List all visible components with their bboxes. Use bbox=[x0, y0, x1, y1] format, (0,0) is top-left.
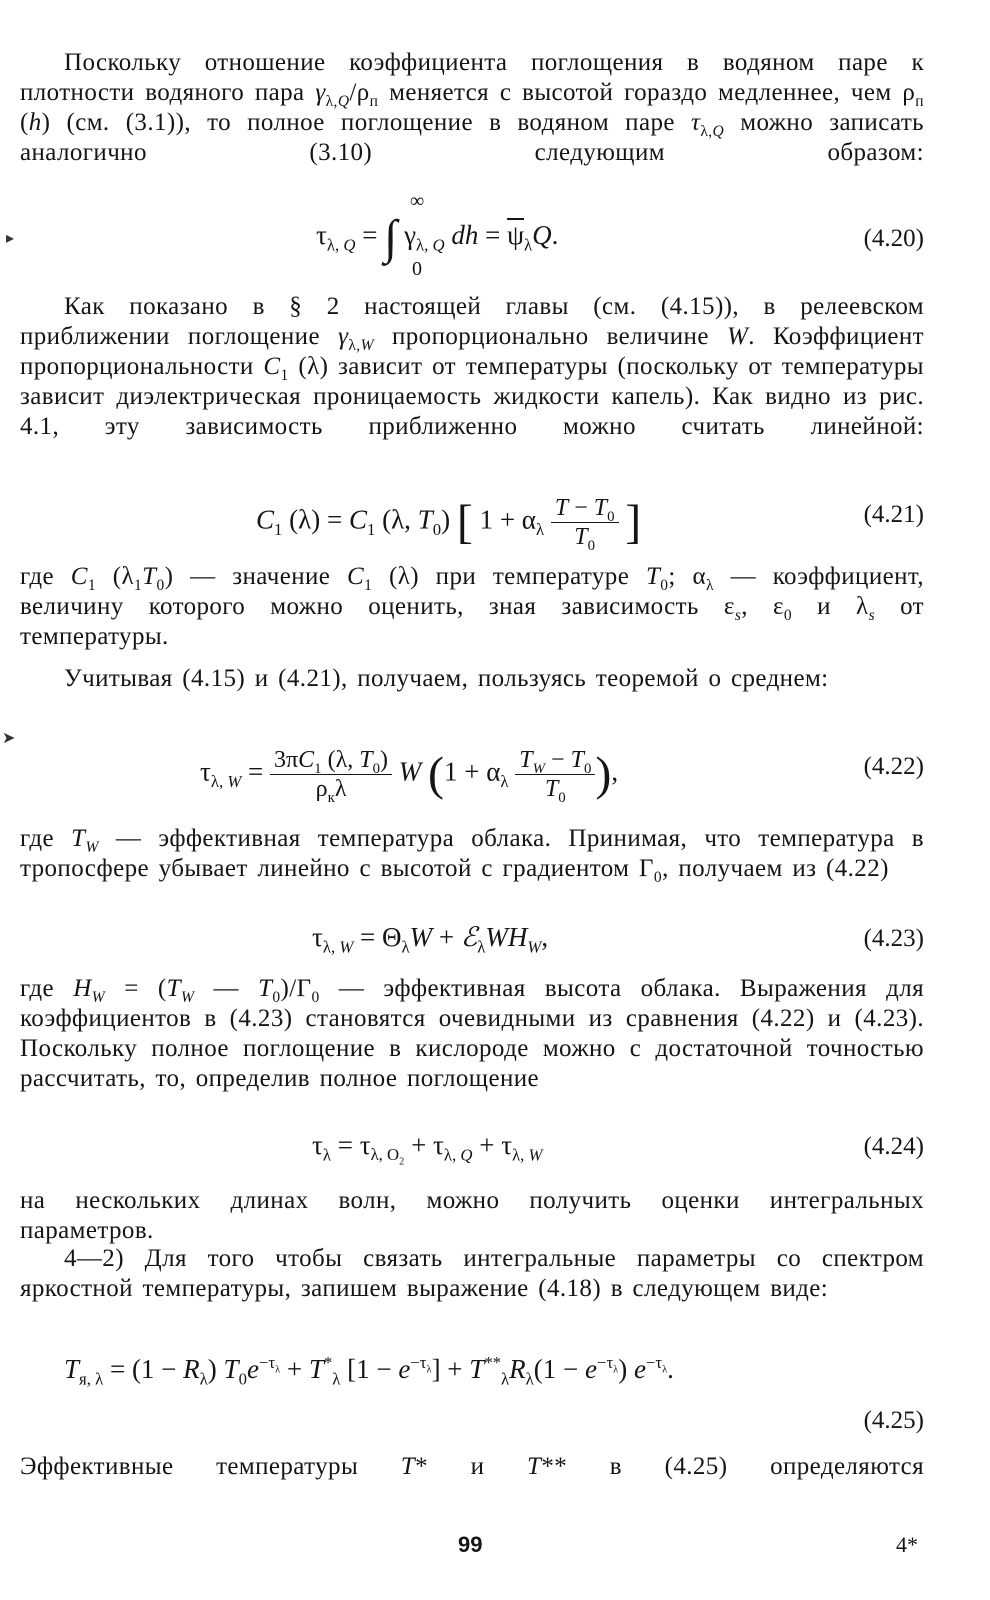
equation-4-21: $C_1$ $(\lambda) = C_1$ (λ, $T_0$) [ $1 + \alpha_\lambda$ $\frac{T - T_0}{T_0}$ ] bbox=[256, 495, 642, 554]
paragraph-1: Поскольку отношение коэффициента поглощения в водяном паре к плотности водяного пара $\gamma_{\lambda,Q}/\rho_п$ меняется с высотой гораздо медленнее, чем $\rho_п$ (h) (см. (3.1)), то полное поглощение в водяном паре $\tau_{\lambda,Q}$ можно записать аналогично (3.10) следующим образом: bbox=[20, 49, 924, 166]
paragraph-3: где $C_1$ $(\lambda_1T_0)$ — значение $C_1$ (λ) при температуре $T_0$; $\alpha_\lambda$ — коэффициент, величину которого можно оценить, зная зависимость $\varepsilon_s$, $\varepsilon_0$ и $\lambda_s$ от температуры. bbox=[20, 563, 924, 650]
equation-number-4-21: (4.21) bbox=[863, 501, 924, 528]
integral-upper-limit: ∞ bbox=[410, 190, 425, 212]
margin-mark: ➤ bbox=[2, 730, 16, 747]
paragraph-2: Как показано в § 2 настоящей главы (см. (4.15)), в релеевском приближении поглощение $\gamma_{\lambda,W}$ пропорционально величине W. Коэффициент пропорциональности $C_1$ (λ) зависит от температуры (поскольку от температуры зависит диэлектрическая проницаемость жидкости капель). Как видно из рис. 4.1, эту зависимость приближенно можно считать линейной: bbox=[20, 293, 924, 440]
equation-number-4-22: (4.22) bbox=[863, 753, 924, 780]
equation-4-20: $\tau_{\lambda, Q}$ = ∫ $\gamma_{\lambda, Q}$ dh = $\overline{\psi}_\lambda Q$. bbox=[316, 210, 559, 264]
margin-mark: ▸ bbox=[6, 230, 15, 247]
equation-4-24: $\tau_\lambda = \tau_{\lambda, O_2} + \tau_{\lambda, Q} + \tau_{\lambda, W}$ bbox=[312, 1130, 543, 1168]
equation-number-4-24: (4.24) bbox=[863, 1133, 924, 1160]
equation-number-4-23: (4.23) bbox=[863, 925, 924, 952]
equation-number-4-25: (4.25) bbox=[863, 1407, 924, 1434]
equation-4-23: $\tau_{\lambda, W} = \Theta_\lambda W$ + $ℰ_\lambda WH_W$, bbox=[312, 922, 549, 957]
equation-number-4-20: (4.20) bbox=[863, 225, 924, 252]
equation-4-22: $\tau_{\lambda, W}$ = $\frac{3\pi C_1 (\lambda, T_0)}{\rho_к\lambda}$ W ($1 + \alpha_\lambda$ $\frac{T_W - T_0}{T_0}$ ), bbox=[200, 747, 619, 806]
printer-signature: 4* bbox=[896, 1532, 918, 1557]
integral-lower-limit: 0 bbox=[412, 258, 422, 280]
paragraph-4: Учитывая (4.15) и (4.21), получаем, пользуясь теоремой о среднем: bbox=[64, 665, 829, 692]
page-number: 99 bbox=[458, 1532, 483, 1557]
equation-4-25: $T_{я, \lambda} = (1 - R_\lambda) T_0e^{-\tau_\lambda} + T^*_\lambda$ $[1 - e^{-\tau_\lambda}] + T^{**}_\lambda R_\lambda(1 - e^{-\tau_\lambda})$ $e^{-\tau_\lambda}$. bbox=[64, 1353, 674, 1389]
paragraph-6: где $H_W = (T_W$ — $T_0)/\Gamma_0$ — эффективная высота облака. Выражения для коэффициентов в (4.23) становятся очевидными из сравнения (4.22) и (4.23). Поскольку полное поглощение в кислороде можно с достаточной точностью рассчитать, то, определив полное поглощение bbox=[20, 975, 924, 1092]
paragraph-7: на нескольких длинах волн, можно получить оценки интегральных параметров. bbox=[20, 1187, 924, 1244]
paragraph-8: 4—2) Для того чтобы связать интегральные параметры со спектром яркостной температуры, запишем выражение (4.18) в следующем виде: bbox=[20, 1245, 924, 1302]
paragraph-9: Эффективные температуры T* и T** в (4.25) определяются bbox=[20, 1453, 924, 1480]
paragraph-5: где $T_W$ — эффективная температура облака. Принимая, что температура в тропосфере убывает линейно с высотой с градиентом $\Gamma_0$, получаем из (4.22) bbox=[20, 825, 924, 886]
